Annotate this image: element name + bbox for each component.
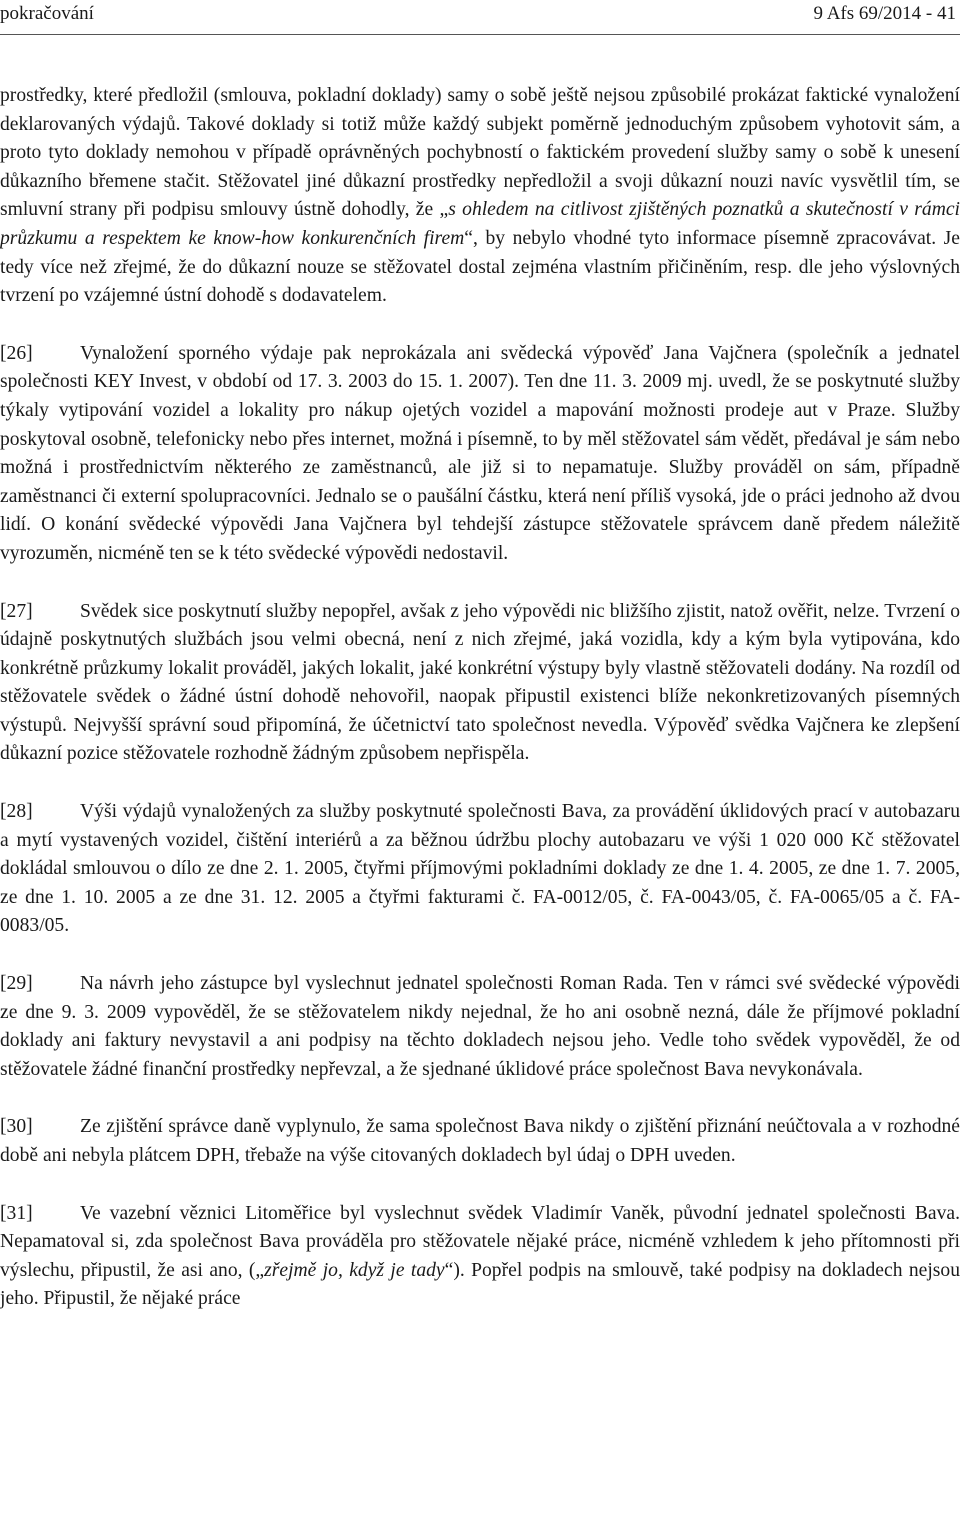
paragraph-text: prostředky, které předložil (smlouva, pokladní doklady) samy o sobě ještě nejsou způsobilé prokázat faktické vynaložení deklarovaných výdajů. Takové doklady si totiž může každý subjekt poměrně jednoduchým způsobem vyhotovit sám, a proto tyto doklady nemohou v případě oprávněných pochybností o faktickém provedení služby samy o sobě k unesení důkazního břemene stačit. Stěžovatel jiné důkazní prostředky nepředložil a svoji důkazní nouzi navíc vysvětlil tím, se smluvní strany při podpisu smlouvy ústně dohodly, že „ [0, 85, 960, 221]
page-header [0, 0, 960, 34]
paragraph-28 [0, 798, 960, 941]
paragraph-text: Na návrh jeho zástupce byl vyslechnut jednatel společnosti Roman Rada. Ten v rámci své svědecké výpovědi ze dne 9. 3. 2009 vypověděl, že se stěžovatelem nikdy nejednal, že ho ani osobně nezná, dále že příjmové pokladní doklady ani faktury nevystavil a ani podpisy na těchto dokladech nejsou jeho. Vedle toho svědek vypověděl, že od stěžovatele žádné finanční prostředky nepřevzal, a že sjednané úklidové práce společnost Bava nevykonávala. [0, 973, 960, 1080]
header-rule [0, 34, 960, 35]
quoted-text: s ohledem na citlivost zjištěných poznatků a skutečností v rámci průzkumu a respektem ke know-how konkurenčních firem [0, 199, 960, 249]
quoted-text: zřejmě jo, když je tady [264, 1259, 445, 1281]
header-case-number: 9 Afs 69/2014 - 41 [813, 3, 956, 24]
paragraph-number: [29] [0, 973, 33, 995]
paragraph-text: Výši výdajů vynaložených za služby poskytnuté společnosti Bava, za provádění úklidových prací v autobazaru a mytí vystavených vozidel, čištění interiérů a za běžnou údržbu plochy autobazaru ve výši 1 020 000 Kč stěžovatel dokládal smlouvou o dílo ze dne 2. 1. 2005, čtyřmi příjmovými pokladními doklady ze dne 1. 4. 2005, ze dne 1. 7. 2005, ze dne 1. 10. 2005 a ze dne 31. 12. 2005 a čtyřmi fakturami č. FA-0012/05, č. FA-0043/05, č. FA-0065/05 a č. FA-0083/05. [0, 801, 960, 937]
paragraph-text: Ze zjištění správce daně vyplynulo, že sama společnost Bava nikdy o zjištění přiznání neúčtovala a v rozhodné době ani nebyla plátcem DPH, třebaže na výše citovaných dokladech byl údaj o DPH uveden. [0, 1116, 960, 1166]
paragraph-30 [0, 1113, 960, 1170]
paragraph-number: [28] [0, 801, 33, 823]
paragraph-text: Vynaložení sporného výdaje pak neprokázala ani svědecká výpověď Jana Vajčnera (společník a jednatel společnosti KEY Invest, v období od 17. 3. 2003 do 15. 1. 2007). Ten dne 11. 3. 2009 mj. uvedl, že se poskytnuté služby týkaly vytipování vozidel a lokality pro nákup ojetých vozidel a mapování možnosti prodeje aut v Praze. Služby poskytoval osobně, telefonicky nebo přes internet, možná i písemně, to by měl stěžovatel sám vědět, předával je sám nebo možná i prostřednictvím některého ze zaměstnanců, ale již si to nepamatuje. Služby prováděl on sám, případně zaměstnanci či externí spolupracovníci. Jednalo se o paušální částku, která není příliš vysoká, jde o práci jednoho až dvou lidí. O konání svědecké výpovědi Jana Vajčnera byl tehdejší zástupce stěžovatele správcem daně předem náležitě vyrozuměn, nicméně ten se k této svědecké výpovědi nedostavil. [0, 342, 960, 564]
paragraph-text: Ve vazební věznici Litoměřice byl vyslechnut svědek Vladimír Vaněk, původní jednatel společnosti Bava. Nepamatoval si, zda společnost Bava prováděla pro stěžovatele nějaké práce, nicméně vzhledem k jeho přítomnosti při výslechu, připustil, že asi ano, („ [0, 1202, 960, 1281]
document-body [0, 82, 960, 1343]
paragraph-31 [0, 1200, 960, 1314]
paragraph-29 [0, 970, 960, 1084]
paragraph-text: Svědek sice poskytnutí služby nepopřel, avšak z jeho výpovědi nic bližšího zjistit, natož ověřit, nelze. Tvrzení o údajně poskytnutých službách jsou velmi obecná, není z nich zřejmé, jaká vozidla, kdy a kým byla vytipována, kdo konkrétně průzkumy lokalit prováděl, jakých lokalit, jaké konkrétní výstupy byly vlastně stěžovateli dodány. Na rozdíl od stěžovatele svědek o žádné ústní dohodě nehovořil, naopak připustil existenci blíže nekonkretizovaných písemných výstupů. Nejvyšší správní soud připomíná, že účetnictví tato společnost nevedla. Výpověď svědka Vajčnera ke zlepšení důkazní pozice stěžovatele rozhodně žádným způsobem nepřispěla. [0, 600, 960, 765]
paragraph-27 [0, 598, 960, 770]
paragraph-26 [0, 340, 960, 569]
header-continuation-label: pokračování [0, 3, 94, 24]
paragraph-number: [26] [0, 342, 33, 364]
paragraph-number: [31] [0, 1202, 33, 1224]
paragraph-continuation [0, 82, 960, 311]
paragraph-text-after: “). Popřel podpis na smlouvě, také podpisy na dokladech nejsou jeho. Připustil, že nějaké práce [0, 1259, 960, 1310]
paragraph-number: [30] [0, 1116, 33, 1138]
paragraph-number: [27] [0, 600, 33, 622]
paragraph-text-after: “, by nebylo vhodné tyto informace písemně zpracovávat. Je tedy více než zřejmé, že do důkazní nouze se stěžovatel dostal zejména vlastním přičiněním, resp. dle jeho výslovných tvrzení po vzájemné ústní dohodě s dodavatelem. [0, 227, 960, 307]
